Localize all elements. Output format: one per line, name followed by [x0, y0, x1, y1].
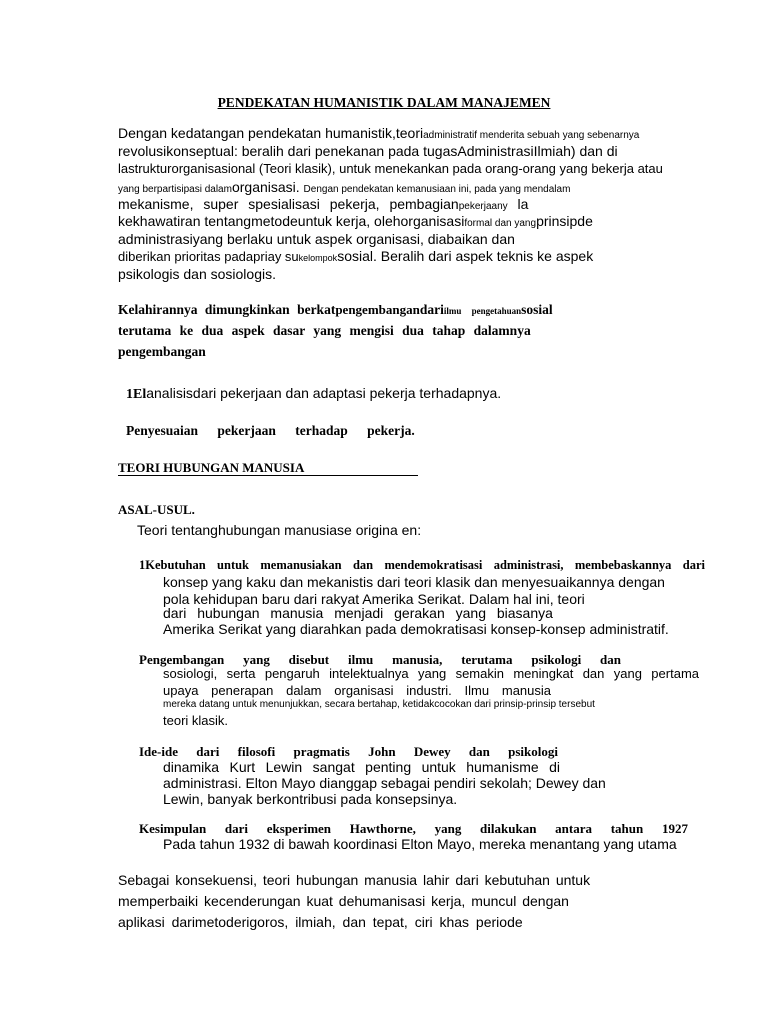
item-number: 1El: [126, 387, 147, 402]
item-1: [126, 386, 501, 402]
intro-text: diberikan prioritas padapriay su: [118, 249, 299, 264]
para2-text: sosial: [521, 302, 553, 317]
para2-text: Kelahirannya dimungkinkan berkat: [118, 302, 336, 317]
point-3-line: administrasi. Elton Mayo dianggap sebagai pendiri sekolah; Dewey dan: [163, 775, 606, 791]
point-3-line: dinamika Kurt Lewin sangat penting untuk humanisme di: [163, 759, 560, 775]
intro-text: mekanisme, super spesialisasi pekerja, pembagian: [118, 196, 459, 212]
para2-line-2: terutama ke dua aspek dasar yang mengisi dua tahap dalamnya: [118, 323, 531, 338]
intro-small-text: Dengan pendekatan kemanusiaan ini, pada yang mendalam: [303, 184, 571, 195]
point-1-line: dari hubungan manusia menjadi gerakan yang biasanya: [163, 605, 553, 621]
point-2-line: sosiologi, serta pengaruh intelektualnya yang semakin meningkat dan yang pertama: [163, 666, 699, 681]
item-text: analisisdari pekerjaan dan adaptasi pekerja terhadapnya.: [146, 385, 502, 401]
closing-line: Sebagai konsekuensi, teori hubungan manusia lahir dari kebutuhan untuk: [118, 872, 591, 888]
origin-intro: Teori tentanghubungan manusiase origina en:: [137, 522, 422, 538]
point-4-line: Pada tahun 1932 di bawah koordinasi Elton Mayo, mereka menantang yang utama: [163, 836, 677, 852]
point-4-heading: Kesimpulan dari eksperimen Hawthorne, yang dilakukan antara tahun 1927: [139, 821, 688, 836]
intro-text: kekhawatiran tentangmetodeuntuk kerja, olehorganisasi: [118, 213, 465, 229]
point-3-heading: Ide-ide dari filosofi pragmatis John Dewey dan psikologi: [139, 744, 558, 759]
point-3-line: Lewin, banyak berkontribusi pada konsepsinya.: [163, 791, 458, 807]
intro-line-6: [118, 214, 593, 229]
intro-text: sosial. Beralih dari aspek teknis ke aspek: [337, 248, 594, 264]
intro-small-text: formal dan yang: [464, 218, 537, 229]
intro-small-text: administratif menderita sebuah yang sebenarnya: [423, 130, 640, 141]
point-1-line: konsep yang kaku dan mekanistis dari teori klasik dan menyesuaikannya dengan: [163, 574, 665, 590]
intro-line-7: administrasiyang berlaku untuk aspek organisasi, diabaikan dan: [118, 231, 515, 247]
intro-line-2: revolusikonseptual: beralih dari penekanan pada tugasAdministrasiIlmiah) dan di: [118, 143, 618, 159]
intro-small-text: yang berpartisipasi dalam: [118, 184, 232, 195]
intro-line-9: psikologis dan sosiologis.: [118, 266, 276, 282]
closing-line: memperbaiki kecenderungan kuat dehumanisasi kerja, muncul dengan: [118, 893, 569, 909]
closing-line: aplikasi darimetoderigoros, ilmiah, dan tepat, ciri khas periode: [118, 914, 523, 930]
intro-text: Dengan kedatangan pendekatan humanistik,teori: [118, 125, 424, 141]
intro-small-text: kelompok: [298, 253, 338, 263]
section-heading: TEORI HUBUNGAN MANUSIA: [118, 460, 305, 475]
point-1-line: pola kehidupan baru dari rakyat Amerika Serikat. Dalam hal ini, teori: [163, 591, 585, 607]
intro-text: organisasi.: [231, 179, 300, 195]
page-title: PENDEKATAN HUMANISTIK DALAM MANAJEMEN: [217, 95, 551, 110]
intro-text: la: [517, 196, 529, 212]
point-1-heading: 1Kebutuhan untuk memanusiakan dan mendemokratisasi administrasi, membebaskannya dari: [139, 558, 705, 572]
para2-text: dari: [419, 302, 444, 317]
intro-line-5: [118, 196, 529, 212]
point-2-line: mereka datang untuk menunjukkan, secara bertahap, ketidakcocokan dari prinsip-prinsip tersebut: [163, 699, 595, 710]
point-2-line: upaya penerapan dalam organisasi industri. Ilmu manusia: [163, 683, 551, 698]
para2-text: pengembangan: [335, 302, 420, 317]
para2-small-text: ilmu pengetahuan: [443, 306, 522, 316]
point-1-line: Amerika Serikat yang diarahkan pada demokratisasi konsep-konsep administratif.: [163, 621, 669, 637]
intro-small-text: pekerjaany: [458, 201, 508, 212]
point-2-line: teori klasik.: [163, 713, 229, 728]
point-2-heading: Pengembangan yang disebut ilmu manusia, terutama psikologi dan: [139, 652, 621, 667]
intro-line-3: lastrukturorganisasional (Teori klasik), untuk menekankan pada orang-orang yang bekerja atau: [118, 161, 663, 176]
section-heading-underline: [118, 475, 418, 476]
intro-line-8: [118, 249, 593, 263]
item-2: Penyesuaian pekerjaan terhadap pekerja.: [126, 423, 415, 438]
para2-line-3: pengembangan: [118, 344, 206, 359]
intro-line-1: [118, 126, 639, 141]
subheading: ASAL-USUL.: [118, 502, 195, 517]
para2-line-1: [118, 303, 553, 317]
intro-text: prinsipde: [536, 213, 593, 229]
intro-line-4: [118, 180, 570, 195]
